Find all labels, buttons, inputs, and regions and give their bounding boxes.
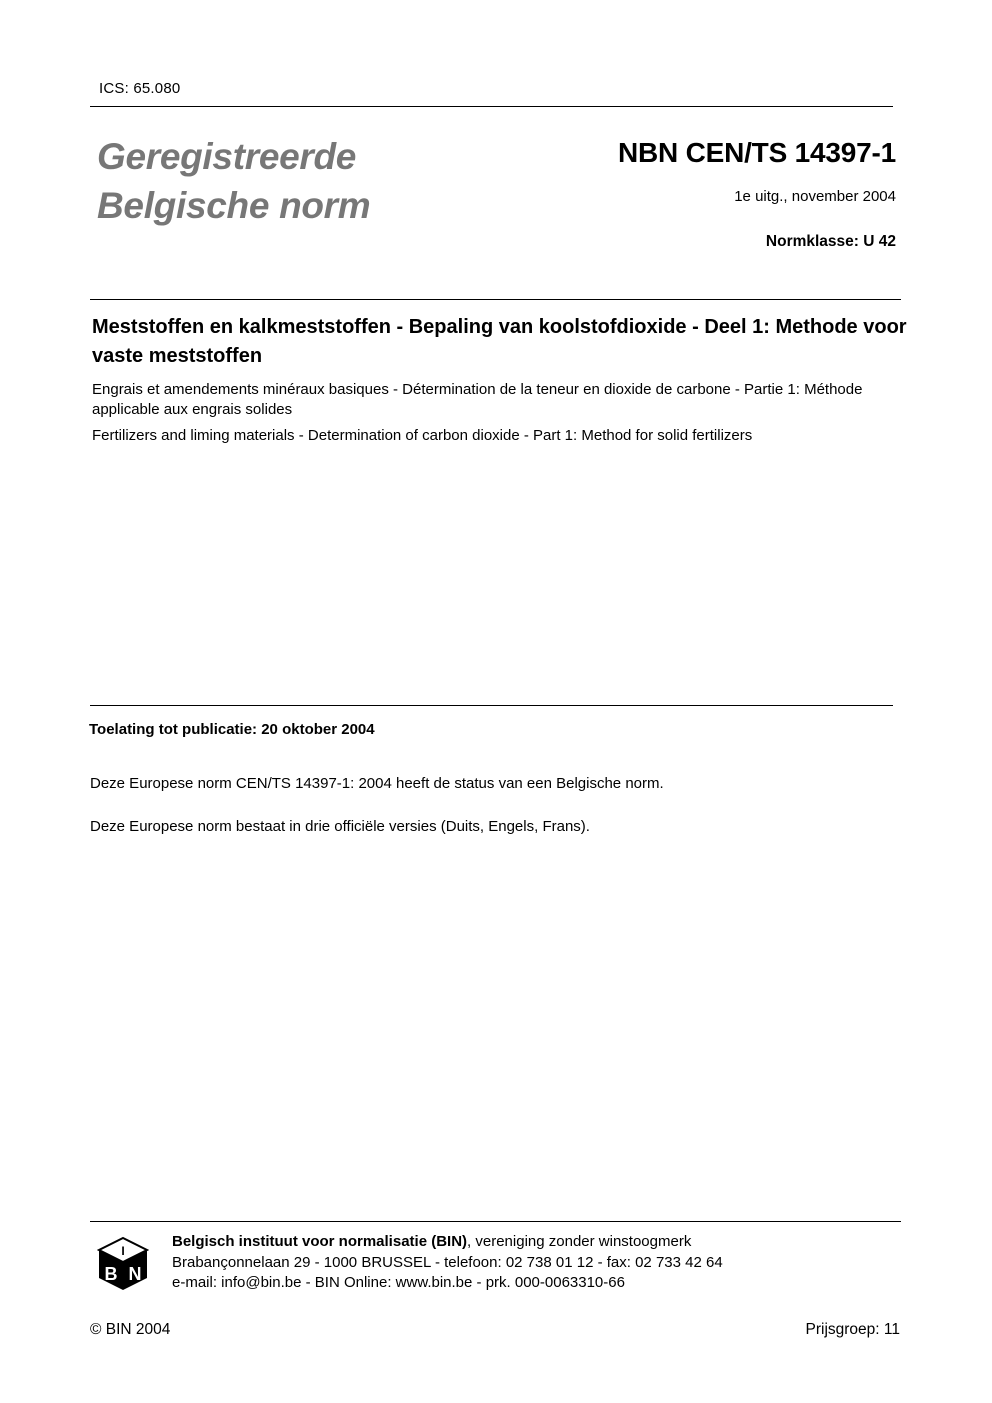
registered-title-line1: Geregistreerde xyxy=(97,136,357,177)
status-paragraph: Deze Europese norm CEN/TS 14397-1: 2004 heeft de status van een Belgische norm. xyxy=(90,775,664,792)
approval-date: Toelating tot publicatie: 20 oktober 2004 xyxy=(89,721,375,738)
title-french: Engrais et amendements minéraux basiques - Détermination de la teneur en dioxide de carbone - Partie 1: Méthode applicable aux engrais solides xyxy=(92,381,863,418)
organization-name: Belgisch instituut voor normalisatie (BIN) xyxy=(172,1233,468,1250)
standard-number: NBN CEN/TS 14397-1 xyxy=(617,137,896,168)
organization-info xyxy=(172,1232,723,1294)
organization-name-line xyxy=(172,1232,723,1253)
header-divider xyxy=(90,106,893,107)
organization-contact: e-mail: info@bin.be - BIN Online: www.bin.be - prk. 000-0063310-66 xyxy=(172,1274,625,1291)
title-divider xyxy=(90,299,901,300)
price-group: Prijsgroep: 11 xyxy=(805,1321,900,1338)
title-english: Fertilizers and liming materials - Determination of carbon dioxide - Part 1: Method for solid fertilizers xyxy=(92,427,753,444)
organization-type: , vereniging zonder winstoogmerk xyxy=(467,1233,692,1250)
organization-address: Brabançonnelaan 29 - 1000 BRUSSEL - telefoon: 02 738 01 12 - fax: 02 733 42 64 xyxy=(172,1253,723,1271)
versions-paragraph: Deze Europese norm bestaat in drie officiële versies (Duits, Engels, Frans). xyxy=(90,818,590,835)
logo-letter-b: B xyxy=(104,1264,118,1284)
footer-divider xyxy=(90,1221,901,1222)
registered-title-line2: Belgische norm xyxy=(97,185,371,226)
norm-class: Normklasse: U 42 xyxy=(765,233,896,250)
ics-code: ICS: 65.080 xyxy=(99,80,181,97)
bin-logo-icon xyxy=(97,1236,149,1292)
logo-letter-i: I xyxy=(121,1244,125,1258)
logo-letter-n: N xyxy=(128,1264,142,1284)
body-divider xyxy=(90,705,893,706)
copyright: © BIN 2004 xyxy=(90,1321,171,1338)
title-dutch: Meststoffen en kalkmeststoffen - Bepaling van koolstofdioxide - Deel 1: Methode voor vaste meststoffen xyxy=(92,316,907,367)
edition-date: 1e uitg., november 2004 xyxy=(734,188,896,205)
